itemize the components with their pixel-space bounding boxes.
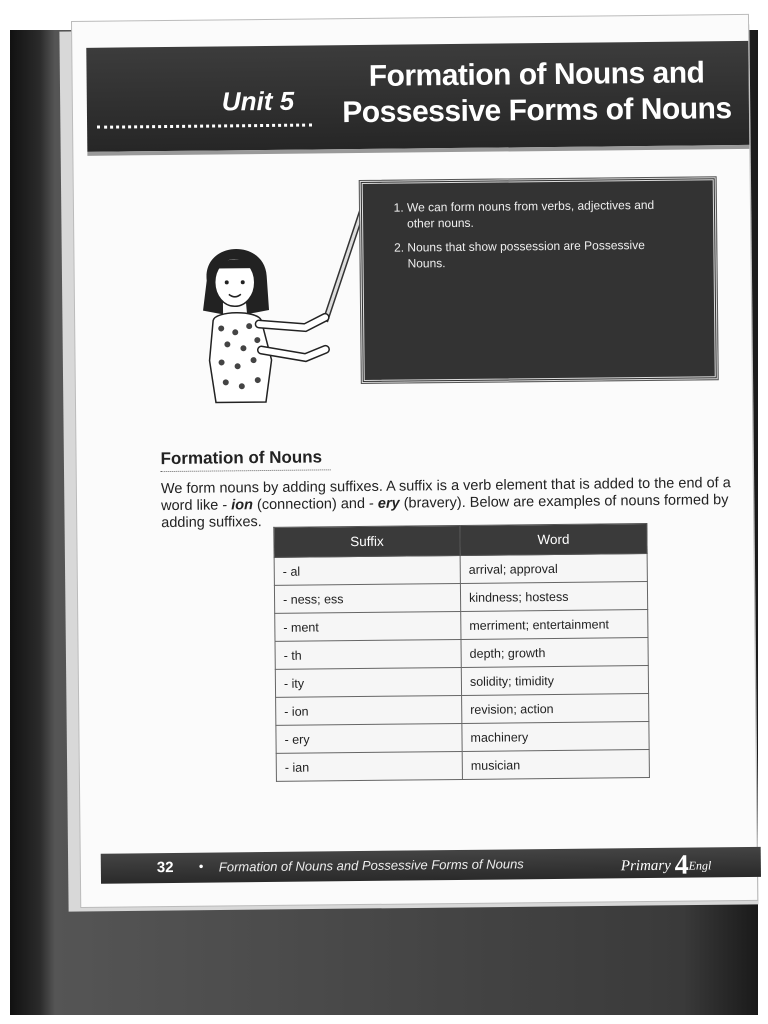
section-heading: Formation of Nouns (160, 447, 323, 469)
unit-title-line-1: Formation of Nouns and (368, 56, 705, 93)
table-row (274, 582, 647, 614)
word-cell: machinery (462, 721, 649, 751)
suffix-cell: - ery (276, 723, 462, 753)
page-number: 32 (156, 858, 174, 877)
header-suffix: Suffix (274, 525, 460, 557)
intro-text-middle: (connection) and - (252, 495, 378, 514)
example-suffix-ion: ion (231, 497, 254, 514)
suffix-table (273, 523, 650, 782)
table-header-row (274, 524, 647, 558)
intro-text-end: (bravery). Below are examples of nouns formed by adding suffixes. (161, 492, 729, 532)
table-row (275, 638, 648, 670)
suffix-cell: - th (275, 639, 461, 669)
word-cell: revision; action (462, 693, 649, 723)
word-cell: arrival; approval (460, 554, 647, 584)
footer-title: Formation of Nouns and Possessive Forms of Nouns (218, 856, 524, 875)
table-row (276, 693, 649, 725)
footer-bullet: • (198, 858, 204, 874)
table-row (276, 721, 649, 753)
intro-paragraph (161, 475, 758, 532)
board-points (363, 180, 714, 272)
heading-underline (161, 469, 331, 472)
word-cell: kindness; hostess (460, 582, 647, 612)
word-cell: depth; growth (461, 638, 648, 668)
textbook-page (72, 15, 757, 907)
word-cell: merriment; entertainment (461, 610, 648, 640)
dotted-rule (97, 123, 312, 128)
suffix-cell: - ian (276, 751, 462, 781)
page-footer (101, 847, 761, 884)
suffix-cell: - al (274, 555, 460, 585)
header-word: Word (460, 524, 647, 556)
unit-title (336, 55, 737, 131)
unit-title-line-2: Possessive Forms of Nouns (342, 92, 732, 130)
suffix-cell: - ion (276, 695, 462, 725)
word-cell: musician (462, 749, 649, 779)
suffix-cell: - ness; ess (274, 583, 460, 613)
brand-name: Primary (620, 857, 671, 875)
table-row (276, 749, 649, 781)
chalkboard (360, 177, 718, 383)
example-suffix-ery: ery (377, 495, 400, 512)
series-brand (621, 849, 712, 882)
table-row (275, 610, 648, 642)
board-point-2: 2. Nouns that show possession are Possessive Nouns. (407, 237, 683, 272)
word-cell: solidity; timidity (461, 666, 648, 696)
unit-banner (86, 41, 749, 156)
table-row (275, 666, 648, 698)
teacher-girl-illustration (184, 209, 386, 411)
suffix-cell: - ment (275, 611, 461, 641)
brand-tail: Engl (688, 858, 712, 873)
suffix-cell: - ity (275, 667, 461, 697)
intro-text-start: We form nouns by adding suffixes. A suffix is a verb element that is added to the end of a word like - (160, 475, 731, 515)
unit-label: Unit 5 (221, 85, 295, 117)
brand-grade: 4 (674, 849, 689, 881)
table-row (274, 554, 647, 586)
board-point-1: 1. We can form nouns from verbs, adjectives and other nouns. (407, 197, 683, 232)
